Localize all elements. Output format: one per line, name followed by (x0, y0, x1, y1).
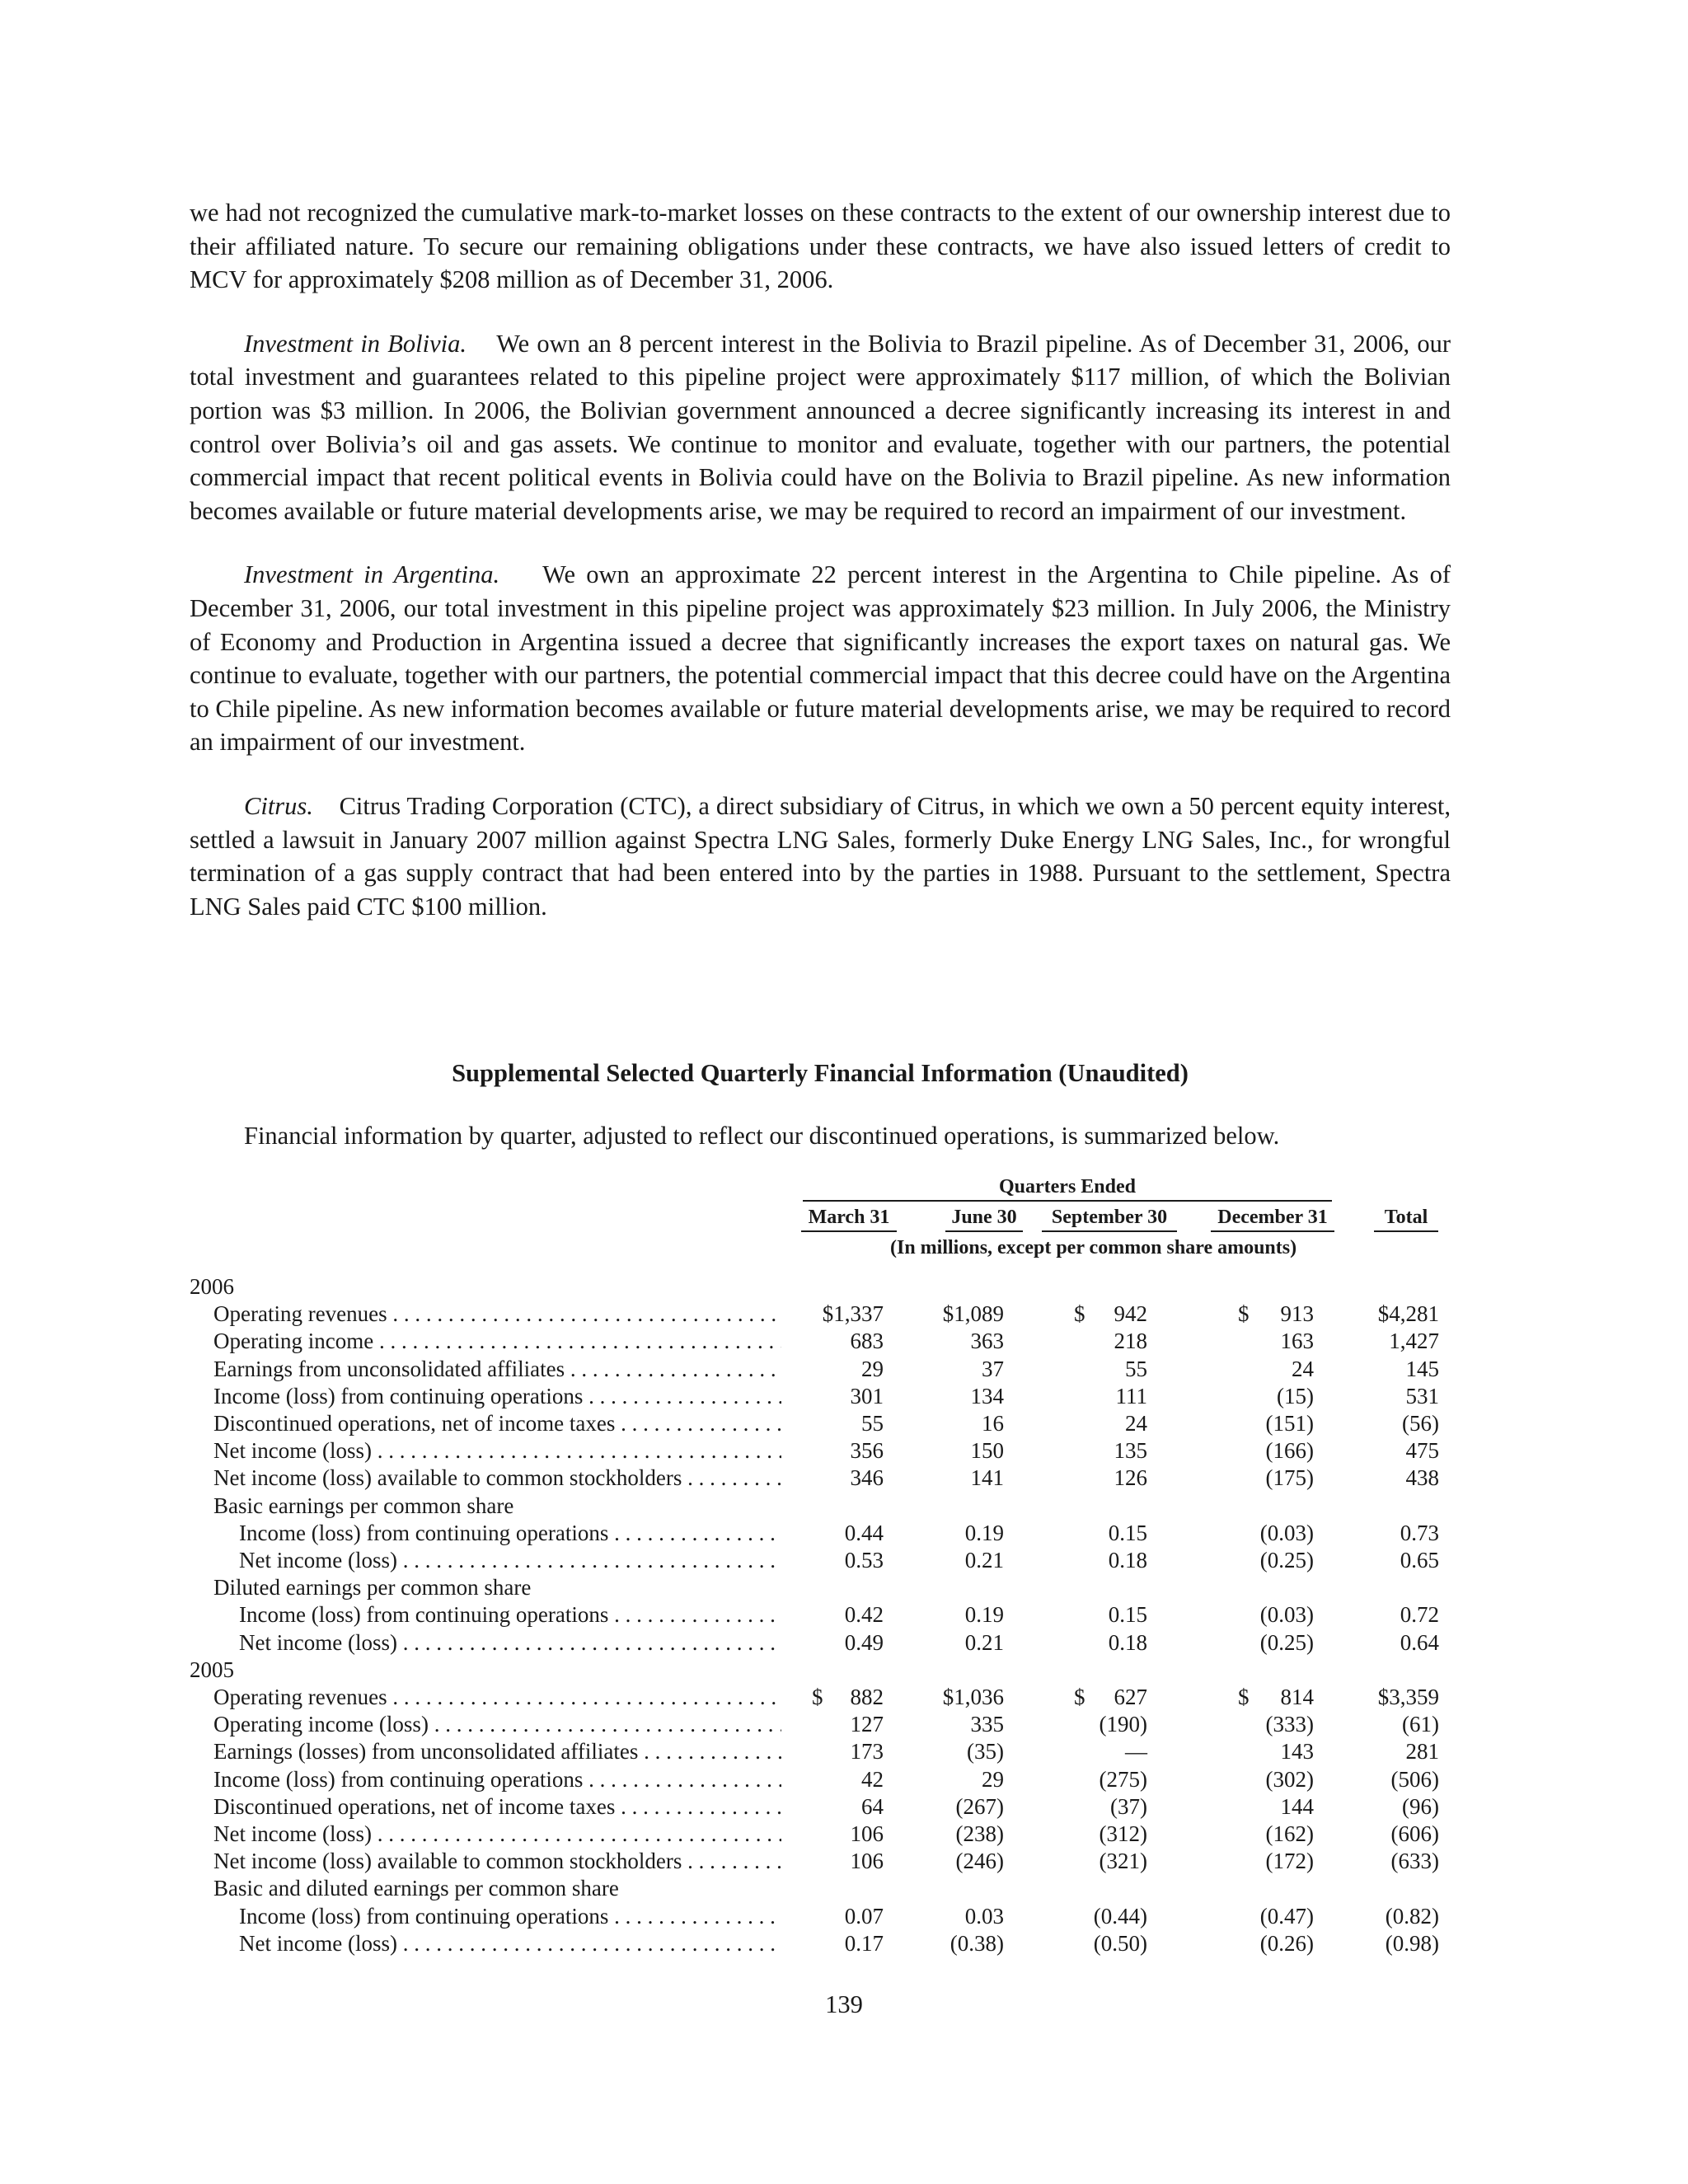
cell-value: (238) (955, 1821, 1004, 1846)
cell-value: 0.64 (1400, 1630, 1439, 1655)
cell-value: (35) (967, 1739, 1004, 1764)
cell-value: 0.17 (844, 1931, 884, 1956)
paragraph-text: Citrus Trading Corporation (CTC), a direct subsidiary of Citrus, in which we own a 50 percent equity interest, settled a lawsuit in January 2007 million against Spectra LNG Sales, formerly Duke Energy LNG Sales, Inc., for wrongful termination of a gas supply contract that had been entered into by the parties in 1988. Pursuant to the settlement, Spectra LNG Sales paid CTC $100 million. (190, 791, 1451, 921)
column-header: Total (1384, 1207, 1428, 1228)
cell-value: $3,359 (1377, 1685, 1439, 1709)
cell-value: 29 (982, 1767, 1004, 1792)
cell-value: 16 (982, 1411, 1004, 1436)
cell-value: 0.15 (1108, 1602, 1147, 1627)
row-label: Earnings from unconsolidated affiliates . . . (213, 1356, 781, 1383)
cell-value: 0.21 (964, 1548, 1004, 1572)
cell-value: (0.03) (1259, 1602, 1314, 1627)
cell-value: (0.38) (950, 1931, 1004, 1956)
column-header: December 31 (1217, 1207, 1328, 1228)
row-label: Net income (loss) . . . (239, 1547, 781, 1574)
cell-value: 150 (970, 1438, 1004, 1463)
row-label: Net income (loss) . . . (213, 1821, 781, 1848)
cell-value: 143 (1280, 1739, 1314, 1764)
paragraph-citrus (190, 790, 1451, 923)
cell-value: (267) (955, 1794, 1004, 1819)
table-row (0, 1793, 1688, 1821)
paragraph-lead: Investment in Bolivia. (244, 329, 467, 358)
cell-value: 942 (1114, 1301, 1147, 1326)
table-row (0, 1437, 1688, 1465)
cell-value: 106 (850, 1849, 884, 1873)
row-label: Net income (loss) available to common stockholders . . . (213, 1848, 781, 1875)
cell-value: 531 (1405, 1384, 1439, 1408)
cell-value: 55 (1125, 1357, 1147, 1381)
year-label: 2006 (190, 1274, 234, 1299)
table-row (0, 1301, 1688, 1328)
cell-value: $4,281 (1377, 1301, 1439, 1326)
row-label: Net income (loss) available to common stockholders . . . (213, 1465, 781, 1492)
table-row (0, 1410, 1688, 1437)
cell-value: 0.42 (844, 1602, 884, 1627)
group-header-underline (803, 1200, 1332, 1202)
row-label: Income (loss) from continuing operations . . . (239, 1601, 781, 1629)
row-label: Net income (loss) . . . (213, 1437, 781, 1465)
table-row (0, 1547, 1688, 1574)
row-label: Earnings (losses) from unconsolidated affiliates . . . (213, 1738, 781, 1765)
row-label: Discontinued operations, net of income taxes . . . (213, 1410, 781, 1437)
row-label: Income (loss) from continuing operations . . . (213, 1383, 781, 1410)
cell-value: (321) (1099, 1849, 1147, 1873)
cell-value: 106 (850, 1821, 884, 1846)
table-row (0, 1711, 1688, 1738)
column-header-underline (1042, 1230, 1177, 1232)
cell-value: 111 (1115, 1384, 1147, 1408)
cell-value: (190) (1099, 1712, 1147, 1736)
year-row (0, 1273, 1688, 1301)
cell-value: 346 (850, 1465, 884, 1490)
currency-symbol: $ (812, 1685, 823, 1709)
cell-value: 42 (861, 1767, 884, 1792)
year-row (0, 1657, 1688, 1684)
cell-value: (0.25) (1259, 1548, 1314, 1572)
cell-value: (246) (955, 1849, 1004, 1873)
cell-value: 0.49 (844, 1630, 884, 1655)
row-label: Operating revenues . . . (213, 1301, 781, 1328)
cell-value: (0.98) (1385, 1931, 1439, 1956)
currency-symbol: $ (1074, 1685, 1085, 1709)
cell-value: 64 (861, 1794, 884, 1819)
currency-symbol: $ (1238, 1685, 1250, 1709)
row-label: Operating revenues . . . (213, 1684, 781, 1711)
table-group-header: Quarters Ended (998, 1176, 1136, 1197)
cell-value: 363 (970, 1329, 1004, 1353)
cell-value: 134 (970, 1384, 1004, 1408)
cell-value: 0.44 (844, 1521, 884, 1545)
row-label: Operating income (loss) . . . (213, 1711, 781, 1738)
column-header-underline (1211, 1230, 1334, 1232)
cell-value: 882 (850, 1685, 884, 1709)
cell-value: 218 (1114, 1329, 1147, 1353)
cell-value: (0.82) (1385, 1904, 1439, 1929)
table-row (0, 1766, 1688, 1793)
table-row (0, 1629, 1688, 1657)
cell-value: (275) (1099, 1767, 1147, 1792)
cell-value: (506) (1390, 1767, 1439, 1792)
cell-value: $1,036 (942, 1685, 1004, 1709)
column-header: March 31 (808, 1207, 890, 1228)
cell-value: (302) (1265, 1767, 1314, 1792)
cell-value: (0.50) (1093, 1931, 1147, 1956)
cell-value: 1,427 (1389, 1329, 1439, 1353)
row-label: Income (loss) from continuing operations . . . (239, 1903, 781, 1930)
cell-value: 438 (1405, 1465, 1439, 1490)
cell-value: (312) (1099, 1821, 1147, 1846)
row-label: Operating income . . . (213, 1328, 781, 1355)
cell-value: 356 (850, 1438, 884, 1463)
cell-value: 55 (861, 1411, 884, 1436)
paragraph-lead: Citrus. (244, 791, 313, 820)
cell-value: 475 (1405, 1438, 1439, 1463)
cell-value: (37) (1110, 1794, 1147, 1819)
table-row (0, 1848, 1688, 1875)
row-label: Net income (loss) . . . (239, 1930, 781, 1957)
paragraph-mcv: we had not recognized the cumulative mark-to-market losses on these contracts to the extent of our ownership interest due to their affiliated nature. To secure our remaining obligations under these contracts, we have also issued letters of credit to MCV for approximately $208 million as of December 31, 2006. (190, 199, 1451, 294)
row-label: Discontinued operations, net of income taxes . . . (213, 1793, 781, 1821)
cell-value: (0.44) (1093, 1904, 1147, 1929)
cell-value: 163 (1280, 1329, 1314, 1353)
cell-value: 0.18 (1108, 1630, 1147, 1655)
column-header-underline (1374, 1230, 1438, 1232)
row-label: Income (loss) from continuing operations . . . (213, 1766, 781, 1793)
cell-value: 0.72 (1400, 1602, 1439, 1627)
row-label: Net income (loss) . . . (239, 1629, 781, 1657)
row-label: Income (loss) from continuing operations . . . (239, 1520, 781, 1547)
cell-value: (0.03) (1259, 1521, 1314, 1545)
cell-value: 173 (850, 1739, 884, 1764)
section-intro: Financial information by quarter, adjusted to reflect our discontinued operations, is summarized below. (244, 1122, 1280, 1150)
cell-value: 127 (850, 1712, 884, 1736)
cell-value: 281 (1405, 1739, 1439, 1764)
column-header-underline (801, 1230, 897, 1232)
cell-value: (633) (1390, 1849, 1439, 1873)
table-row (0, 1738, 1688, 1765)
table-row (0, 1356, 1688, 1383)
cell-value: (162) (1265, 1821, 1314, 1846)
table-row (0, 1875, 1688, 1902)
cell-value: 0.19 (964, 1602, 1004, 1627)
cell-value: 24 (1125, 1411, 1147, 1436)
table-row (0, 1684, 1688, 1711)
cell-value: 0.21 (964, 1630, 1004, 1655)
cell-value: 913 (1280, 1301, 1314, 1326)
cell-value: 814 (1280, 1685, 1314, 1709)
table-row (0, 1574, 1688, 1601)
cell-value: 126 (1114, 1465, 1147, 1490)
currency-symbol: $ (1238, 1301, 1250, 1326)
cell-value: (151) (1265, 1411, 1314, 1436)
cell-value: 0.53 (844, 1548, 884, 1572)
cell-value: 37 (982, 1357, 1004, 1381)
table-row (0, 1493, 1688, 1520)
cell-value: $1,089 (942, 1301, 1004, 1326)
paragraph-argentina (190, 558, 1451, 759)
cell-value: 135 (1114, 1438, 1147, 1463)
cell-value: (333) (1265, 1712, 1314, 1736)
year-label: 2005 (190, 1657, 234, 1682)
cell-value: (15) (1277, 1384, 1314, 1408)
body-text (190, 196, 1451, 923)
cell-value: (96) (1402, 1794, 1439, 1819)
cell-value: (172) (1265, 1849, 1314, 1873)
column-header: June 30 (951, 1207, 1017, 1228)
cell-value: (61) (1402, 1712, 1439, 1736)
table-units-note: (In millions, except per common share amounts) (890, 1237, 1297, 1258)
cell-value: 0.07 (844, 1904, 884, 1929)
table-row (0, 1465, 1688, 1492)
cell-value: 0.18 (1108, 1548, 1147, 1572)
cell-value: (0.26) (1259, 1931, 1314, 1956)
cell-value: (166) (1265, 1438, 1314, 1463)
row-label: Basic and diluted earnings per common share (213, 1876, 619, 1900)
table-row (0, 1930, 1688, 1957)
cell-value: 145 (1405, 1357, 1439, 1381)
paragraph-text: We own an approximate 22 percent interest in the Argentina to Chile pipeline. As of December 31, 2006, our total investment in this pipeline project was approximately $23 million. In July 2006, the Ministry of Economy and Production in Argentina issued a decree that significantly increases the export taxes on natural gas. We continue to evaluate, together with our partners, the potential commercial impact that this decree could have on the Argentina to Chile pipeline. As new information becomes available or future material developments arise, we may be required to record an impairment of our investment. (190, 560, 1451, 757)
currency-symbol: $ (1074, 1301, 1085, 1326)
section-title: Supplemental Selected Quarterly Financial Information (Unaudited) (452, 1059, 1189, 1087)
page-number: 139 (825, 1990, 863, 2018)
row-label: Basic earnings per common share (213, 1493, 514, 1518)
table-row (0, 1601, 1688, 1629)
column-header: September 30 (1051, 1207, 1168, 1228)
cell-value: 0.19 (964, 1521, 1004, 1545)
table-row (0, 1821, 1688, 1848)
table-row (0, 1520, 1688, 1547)
cell-value: (0.47) (1259, 1904, 1314, 1929)
cell-value: $1,337 (822, 1301, 884, 1326)
column-header-underline (945, 1230, 1023, 1232)
table-row (0, 1903, 1688, 1930)
row-label: Diluted earnings per common share (213, 1575, 532, 1600)
cell-value: 144 (1280, 1794, 1314, 1819)
cell-value: — (1125, 1739, 1147, 1764)
cell-value: (56) (1402, 1411, 1439, 1436)
cell-value: 0.65 (1400, 1548, 1439, 1572)
paragraph-text: We own an 8 percent interest in the Bolivia to Brazil pipeline. As of December 31, 2006, our total investment and guarantees related to this pipeline project were approximately $117 million, of which the Bolivian portion was $3 million. In 2006, the Bolivian government announced a decree significantly increasing its interest in and control over Bolivia’s oil and gas assets. We continue to monitor and evaluate, together with our partners, the potential commercial impact that recent political events in Bolivia could have on the Bolivia to Brazil pipeline. As new information becomes available or future material developments arise, we may be required to record an impairment of our investment. (190, 329, 1451, 525)
cell-value: 301 (850, 1384, 884, 1408)
paragraph-lead: Investment in Argentina. (244, 560, 500, 589)
table-row (0, 1328, 1688, 1355)
cell-value: 24 (1292, 1357, 1314, 1381)
cell-value: 141 (970, 1465, 1004, 1490)
cell-value: 683 (850, 1329, 884, 1353)
paragraph-bolivia (190, 327, 1451, 528)
table-row (0, 1383, 1688, 1410)
cell-value: 0.15 (1108, 1521, 1147, 1545)
cell-value: (606) (1390, 1821, 1439, 1846)
cell-value: (175) (1265, 1465, 1314, 1490)
cell-value: 627 (1114, 1685, 1147, 1709)
cell-value: 29 (861, 1357, 884, 1381)
cell-value: 0.03 (964, 1904, 1004, 1929)
cell-value: (0.25) (1259, 1630, 1314, 1655)
cell-value: 335 (970, 1712, 1004, 1736)
cell-value: 0.73 (1400, 1521, 1439, 1545)
